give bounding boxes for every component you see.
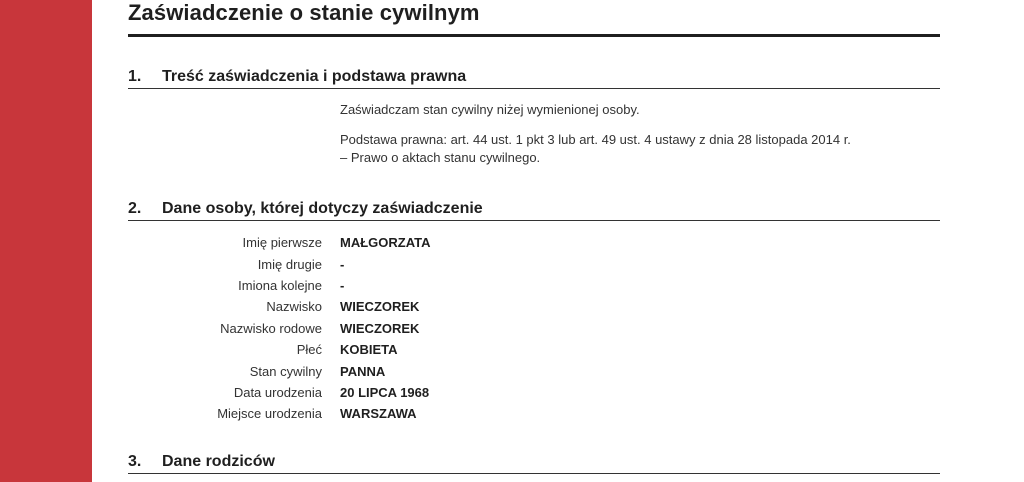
section-2-title: Dane osoby, której dotyczy zaświadczenie: [162, 200, 483, 217]
section-2: [128, 198, 940, 221]
field-value: -: [340, 256, 345, 272]
field-row-birth-place: [128, 403, 940, 424]
field-label: Stan cywilny: [249, 363, 322, 379]
field-row-second-name: [128, 253, 940, 274]
section-1-header: [128, 66, 940, 89]
field-value: WIECZOREK: [340, 320, 420, 336]
section-1-number: 1.: [128, 68, 142, 85]
legal-basis-line-1: Podstawa prawna: art. 44 ust. 1 pkt 3 lub art. 49 ust. 4 ustawy z dnia 28 listopada 2014 r.: [340, 132, 851, 147]
field-label: Imiona kolejne: [238, 277, 322, 293]
field-row-marital-status: [128, 360, 940, 381]
field-row-maiden-name: [128, 318, 940, 339]
red-side-bar: [0, 0, 92, 482]
section-3: [128, 451, 940, 474]
legal-basis-line-2: – Prawo o aktach stanu cywilnego.: [340, 150, 541, 165]
field-label: Nazwisko rodowe: [220, 320, 322, 336]
field-row-other-names: [128, 275, 940, 296]
section-2-number: 2.: [128, 200, 142, 217]
field-label: Data urodzenia: [233, 384, 322, 400]
field-row-first-name: [128, 232, 940, 253]
field-row-surname: [128, 296, 940, 317]
section-2-header: [128, 198, 940, 221]
statement-text: Zaświadczam stan cywilny niżej wymienionej osoby.: [340, 102, 640, 117]
section-1-title: Treść zaświadczenia i podstawa prawna: [162, 68, 467, 85]
field-row-sex: [128, 339, 940, 360]
field-value: PANNA: [340, 363, 386, 379]
field-value: WIECZOREK: [340, 299, 420, 315]
section-3-number: 3.: [128, 453, 142, 470]
title-divider: [128, 34, 940, 37]
field-label: Miejsce urodzenia: [217, 406, 322, 422]
legal-basis-text: [340, 131, 930, 167]
field-value: KOBIETA: [340, 342, 398, 358]
field-row-birth-date: [128, 382, 940, 403]
field-label: Imię drugie: [257, 256, 322, 272]
section-3-title: Dane rodziców: [162, 453, 275, 470]
field-label: Nazwisko: [266, 299, 322, 315]
field-value: MAŁGORZATA: [340, 235, 431, 251]
section-3-header: [128, 451, 940, 474]
field-value: -: [340, 277, 345, 293]
field-label: Imię pierwsze: [242, 235, 322, 251]
field-value: WARSZAWA: [340, 406, 417, 422]
page-title: Zaświadczenie o stanie cywilnym: [128, 0, 480, 25]
section-1: [128, 66, 940, 89]
field-label: Płeć: [296, 342, 322, 358]
person-fields: [128, 232, 940, 425]
field-value: 20 LIPCA 1968: [340, 384, 430, 400]
